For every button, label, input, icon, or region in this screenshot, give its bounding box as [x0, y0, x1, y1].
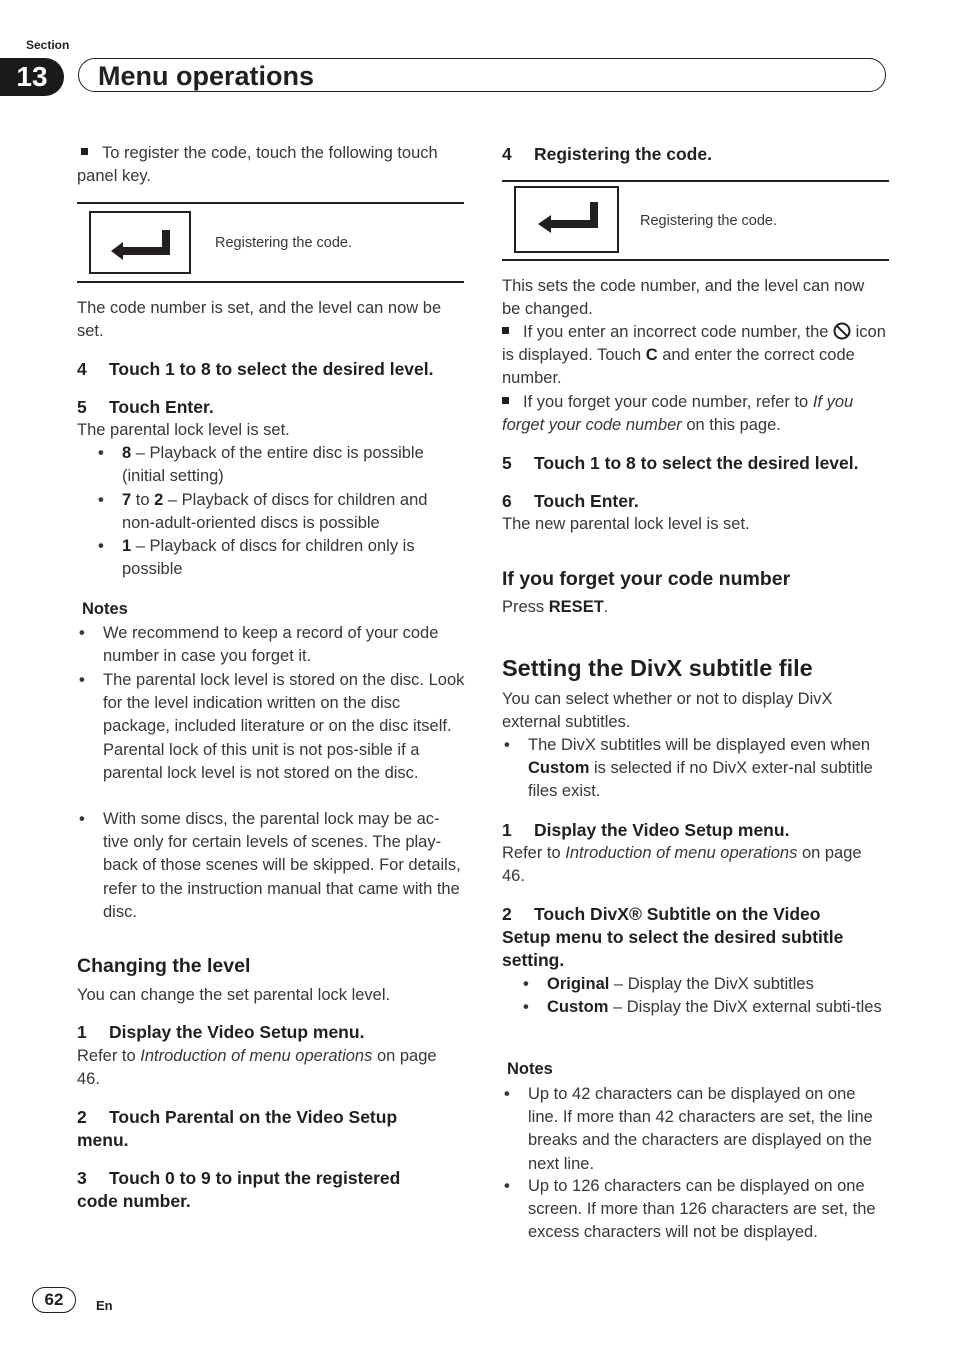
- page-title: Menu operations: [98, 61, 315, 91]
- key-panel: [77, 202, 464, 283]
- subtitle-option: • Custom – Display the DivX external subti-tles: [547, 996, 882, 1019]
- notes-title: Notes: [507, 1060, 553, 1078]
- bullet-dot-icon: •: [79, 810, 85, 828]
- r-step-6-heading: 6 Touch Enter.: [502, 491, 639, 511]
- enter-key[interactable]: [89, 211, 191, 274]
- level-item: • 1 – Playback of discs for children only is possible: [98, 537, 415, 579]
- key-description: Registering the code.: [640, 213, 778, 229]
- forget-code-heading: If you forget your code number: [502, 568, 791, 590]
- forget-code-note: If you forget your code number, refer to If you forget your code number on this page.: [502, 393, 854, 435]
- prohibited-icon: [833, 322, 851, 340]
- divx-step-1: 1 Display the Video Setup menu.: [502, 820, 790, 840]
- change-step-2: 2 Touch Parental on the Video Setup menu.: [77, 1107, 398, 1150]
- r-step-5-heading: 5 Touch 1 to 8 to select the desired level.: [502, 453, 859, 473]
- incorrect-code-note: If you enter an incorrect code number, the icon is displayed. Touch C and enter the correct code number.: [502, 323, 886, 388]
- divx-note: • The DivX subtitles will be displayed even when Custom is selected if no DivX exter-nal subtitle files exist.: [504, 736, 873, 801]
- page-number: 62: [32, 1287, 76, 1313]
- bullet-dot-icon: •: [504, 1177, 510, 1195]
- bullet-dot-icon: •: [98, 491, 104, 509]
- key-panel: [502, 180, 889, 261]
- change-step-1-desc: Refer to Introduction of menu operations on page 46.: [77, 1047, 437, 1089]
- divx-desc: You can select whether or not to display DivX external subtitles.: [502, 690, 833, 732]
- register-intro: To register the code, touch the following touch panel key.: [77, 144, 438, 186]
- section-number-badge: 13: [0, 58, 64, 96]
- note-item: • Up to 126 characters can be displayed on one screen. If more than 126 characters are set, the excess characters will not be displayed.: [504, 1177, 876, 1242]
- changing-level-heading: Changing the level: [77, 955, 251, 977]
- language-label: En: [96, 1298, 113, 1313]
- r-code-set-text: This sets the code number, and the level can now be changed.: [502, 277, 865, 319]
- bullet-dot-icon: •: [523, 975, 529, 993]
- bullet-dot-icon: •: [79, 624, 85, 642]
- square-bullet-icon: [81, 148, 88, 155]
- level-item: • 7 to 2 – Playback of discs for children and non-adult-oriented discs is possible: [98, 491, 428, 533]
- code-set-text: The code number is set, and the level can now be set.: [77, 299, 442, 341]
- change-step-1: 1 Display the Video Setup menu.: [77, 1022, 365, 1042]
- bullet-dot-icon: •: [523, 998, 529, 1016]
- enter-arrow-icon: [516, 188, 617, 251]
- notes-title: Notes: [82, 600, 128, 618]
- section-label: Section: [26, 38, 70, 52]
- subtitle-option: • Original – Display the DivX subtitles: [547, 973, 882, 996]
- divx-heading: Setting the DivX subtitle file: [502, 655, 813, 681]
- note-item: • Up to 42 characters can be displayed on one line. If more than 42 characters are set, the line breaks and the characters are displayed on the next line.: [504, 1085, 873, 1173]
- r-step-4-heading: 4 Registering the code.: [502, 144, 712, 164]
- bullet-dot-icon: •: [504, 736, 510, 754]
- square-bullet-icon: [502, 397, 509, 404]
- level-item: • 8 – Playback of the entire disc is possible (initial setting): [98, 444, 424, 486]
- change-step-3: 3 Touch 0 to 9 to input the registered code number.: [77, 1168, 401, 1211]
- note-item: • With some discs, the parental lock may be ac-tive only for certain levels of scenes. The play-back of those scenes will be skipped. For details, refer to the instruction manual that came with the disc.: [79, 810, 461, 921]
- key-description: Registering the code.: [215, 235, 353, 251]
- r-step-6-desc: The new parental lock level is set.: [502, 515, 750, 533]
- step-4-heading: 4 Touch 1 to 8 to select the desired level.: [77, 359, 434, 379]
- step-5-heading: 5 Touch Enter.: [77, 397, 214, 417]
- bullet-dot-icon: •: [504, 1085, 510, 1103]
- changing-level-desc: You can change the set parental lock level.: [77, 986, 391, 1004]
- bullet-dot-icon: •: [98, 537, 104, 555]
- bullet-dot-icon: •: [79, 671, 85, 689]
- note-item: • The parental lock level is stored on the disc. Look for the level indication written on the disc package, included literature or on the disc itself. Parental lock of this unit is not pos-sible if a parental lock level is not stored on the disc.: [79, 671, 465, 782]
- enter-arrow-icon: [91, 213, 189, 272]
- bullet-dot-icon: •: [98, 444, 104, 462]
- note-item: • We recommend to keep a record of your code number in case you forget it.: [79, 624, 439, 666]
- square-bullet-icon: [502, 327, 509, 334]
- forget-code-desc: Press RESET.: [502, 598, 609, 616]
- step-5-desc: The parental lock level is set.: [77, 421, 290, 439]
- divx-step-2: 2 Touch DivX® Subtitle on the Video Setup menu to select the desired subtitle setting.: [502, 904, 844, 970]
- divx-step-1-desc: Refer to Introduction of menu operations on page 46.: [502, 844, 862, 886]
- enter-key[interactable]: [514, 186, 619, 253]
